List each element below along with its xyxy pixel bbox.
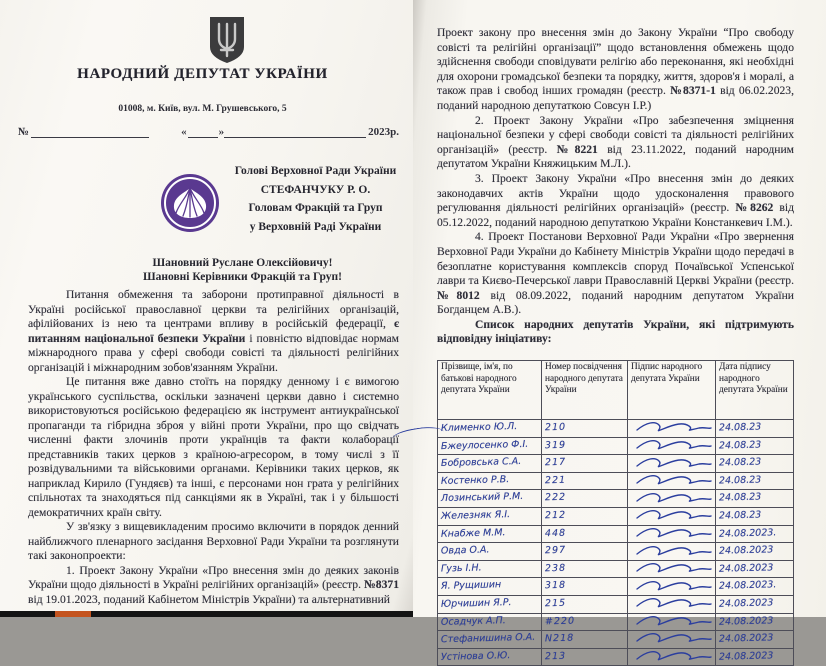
deputy-name-cell: Я. Рущишин [438,578,542,596]
card-number-cell: 217 [542,455,628,473]
date-day-blank [188,125,218,138]
salutation-block [80,256,405,284]
sign-date-cell: 24.08.23 [716,508,794,526]
card-number-cell: #220 [542,613,628,631]
signature-scribble-icon [633,614,713,628]
deputy-name-cell: Бобровська С.А. [438,455,542,473]
date-close-quote: » [218,126,225,138]
deputy-name-cell: Железняк Я.І. [438,508,542,526]
header-card-number: Номер посвідчення народного депутата України [542,361,628,420]
signature-cell [628,490,716,508]
card-number-cell: 238 [542,560,628,578]
number-sign: № [18,126,30,138]
card-number-cell: 448 [542,525,628,543]
header-deputy-name: Прізвище, ім'я, по батькові народного депутата України [438,361,542,420]
signature-cell [628,508,716,526]
deputies-signature-table [437,360,794,666]
deputy-name-cell: Юрчишин Я.Р. [438,596,542,614]
signature-cell [628,596,716,614]
signature-cell [628,613,716,631]
desk-edge-accent [55,611,91,617]
paragraph-bill-1-alt: Проект закону про внесення змін до Закону України “Про свободу совісті та релігійні організації” щодо встановлення обмежень щодо здійснення свободи сповідувати релігію або переконання, які необхідні для охорони громадської безпеки та порядку, життя, здоров'я і моралі, а також прав і свобод інших громадян (реєстр. №8371-1 від 06.02.2023, поданий народною депутаткою Совсун І.Р.) [437,26,794,112]
table-row [438,420,794,438]
table-row [438,455,794,473]
deputy-name-cell: Гузь І.Н. [438,560,542,578]
signature-scribble-icon [633,438,713,452]
table-row [438,490,794,508]
year-label: 2023р. [368,126,399,138]
tryzub-trident-shield-icon [206,16,248,64]
number-blank-line [31,125,149,138]
signature-scribble-icon [633,491,713,505]
letterhead-address: 01008, м. Київ, вул. М. Грушевського, 5 [118,104,287,114]
table-header-row [438,361,794,420]
signature-cell [628,420,716,438]
signature-cell [628,631,716,649]
signature-cell [628,560,716,578]
card-number-cell: N218 [542,631,628,649]
salutation-line: Шановні Керівники Фракцій та Груп! [143,271,342,283]
sign-date-cell: 24.08.2023 [716,543,794,561]
table-row [438,508,794,526]
sign-date-cell: 24.08.2023 [716,631,794,649]
deputy-name-cell: Овда О.А. [438,543,542,561]
signature-cell [628,648,716,666]
table-row [438,596,794,614]
date-open-quote: « [181,126,187,138]
paragraph-bill-1: 1. Проект Закону України «Про внесення змін до деяких законів України щодо діяльності в Україні релігійних організацій» (реєстр. №8371 від 19.01.2023, поданий Кабінетом Міністрів України) та альтернативний [28,563,399,606]
deputy-name-cell: Устінова О.Ю. [438,648,542,666]
sign-date-cell: 24.08.2023 [716,596,794,614]
deputy-name-cell: Стефанишина О.А. [438,631,542,649]
signature-scribble-icon [633,544,713,558]
sign-date-cell: 24.08.23 [716,420,794,438]
document-number-line [18,124,399,138]
letter-page-left [0,0,413,617]
sign-date-cell: 24.08.23 [716,437,794,455]
sign-date-cell: 24.08.2023. [716,525,794,543]
signature-scribble-icon [633,579,713,593]
signature-cell [628,525,716,543]
sign-date-cell: 24.08.2023 [716,560,794,578]
paragraph-bill-3: 3. Проект Закону України «Про внесення змін до деяких законодавчих актів України щодо удосконалення правового регулювання діяльності релігійних організацій» (реєстр. №8262 від 05.12.2022, поданий народною депутаткою України Констанкевич І.М.). [437,171,794,229]
signature-scribble-icon [633,508,713,522]
card-number-cell: 297 [542,543,628,561]
desk-edge-strip [0,611,413,617]
header-signature: Підпис народного депутата України [628,361,716,420]
recipient-line: у Верховній Раді України [249,220,382,233]
sign-date-cell: 24.08.2023. [716,578,794,596]
table-row [438,525,794,543]
signature-cell [628,437,716,455]
card-number-cell: 221 [542,472,628,490]
table-row [438,631,794,649]
signature-scribble-icon [633,561,713,575]
paragraph-national-security: Питання обмеження та заборони протиправної діяльності в Україні російської православної церкви та релігійних організацій, афілійованих із нею та центрами впливу в російській федерації, є питанням національної безпеки України і повністю відповідає нормам міжнародного права у сфері свободи совісті та діяльності релігійних організацій і міжнародним зобов'язанням України. [28,288,399,374]
purple-garlic-party-emblem-icon [159,172,221,234]
signature-cell [628,543,716,561]
letter-body-left [28,288,399,607]
header-sign-date: Дата підпису народного депутата України [716,361,794,420]
sign-date-cell: 24.08.2023 [716,648,794,666]
table-row [438,437,794,455]
table-row [438,543,794,561]
deputy-name-cell: Лозинський Р.М. [438,490,542,508]
deputy-name-cell: Клименко Ю.Л. [438,420,542,438]
recipient-line: Головам Фракцій та Груп [248,202,383,214]
signature-cell [628,455,716,473]
signature-scribble-icon [633,596,713,610]
sign-date-cell: 24.08.23 [716,472,794,490]
letterhead-title: НАРОДНИЙ ДЕПУТАТ УКРАЇНИ [77,66,328,82]
letter-body-right [437,26,794,666]
recipient-block [228,162,403,236]
signature-scribble-icon [633,473,713,487]
signature-scribble-icon [633,420,713,434]
letter-page-right [413,0,826,663]
deputy-name-cell: Бжеулосенко Ф.І. [438,437,542,455]
card-number-cell: 213 [542,648,628,666]
signature-cell [628,472,716,490]
date-month-blank [224,125,366,138]
table-row [438,648,794,666]
deputies-list-heading: Список народних депутатів України, які підтримують відповідну ініціативу: [437,317,794,346]
card-number-cell: 319 [542,437,628,455]
signature-scribble-icon [633,649,713,663]
paragraph-request: У зв'язку з вищевикладеним просимо включити в порядок денний найближчого пленарного засідання Верховної Ради України та розглянути такі законопроекти: [28,520,399,562]
salutation-line: Шановний Руслане Олексійовичу! [152,257,333,269]
sign-date-cell: 24.08.23 [716,455,794,473]
card-number-cell: 210 [542,420,628,438]
deputy-name-cell: Осадчук А.П. [438,613,542,631]
recipient-line: Голові Верховної Ради України [234,165,397,177]
table-row [438,613,794,631]
card-number-cell: 222 [542,490,628,508]
sign-date-cell: 24.08.2023 [716,613,794,631]
paragraph-bill-2: 2. Проект Закону України «Про забезпечення зміцнення національної безпеки у сфері свободи совісті та діяльності релігійних організацій» (реєстр. №8221 від 23.11.2022, поданий народним депутатом України Княжицьким М.Л.). [437,113,794,171]
paragraph-bill-4: 4. Проект Постанови Верховної Ради України «Про звернення Верховної Ради України до Кабінету Міністрів України щодо передачі в безоплатне користування комплексів споруд Почаївської Успенської лаври та Києво-Печерської лаври Православній Церкві України (реєстр. №8012 від 08.09.2022, поданий народним депутатом України Богданцем А.В.). [437,230,794,317]
recipient-line: СТЕФАНЧУКУ Р. О. [260,183,371,196]
deputy-name-cell: Костенко Р.В. [438,472,542,490]
table-row [438,560,794,578]
signature-table-body [438,420,794,666]
sign-date-cell: 24.08.23 [716,490,794,508]
card-number-cell: 212 [542,508,628,526]
card-number-cell: 318 [542,578,628,596]
table-row [438,578,794,596]
signature-cell [628,578,716,596]
deputy-name-cell: Кнабже М.М. [438,525,542,543]
signature-scribble-icon [633,631,713,645]
signature-scribble-icon [633,456,713,470]
table-row [438,472,794,490]
card-number-cell: 215 [542,596,628,614]
paragraph-church-threat: Це питання вже давно стоїть на порядку денному і є вимогою українського суспільства, оскільки зазначені церкви давно і системно використовуються російською федерацією як інструмент антиукраїнської пропаганди та гібридна зброя у війні проти України, про що свідчать численні факти злочинів проти українців та факти колаборації представників таких церков з країною-агресором, в тому числі з її розвідувальними та військовими органами. Керівники таких церков, як наприклад Кирило (Гундяєв) та інші, є персонами нон грата у релігійних спільнотах та знаходяться під санкціями як в Україні, так і у більшості демократичних країн світу. [28,375,399,519]
signature-scribble-icon [633,526,713,540]
